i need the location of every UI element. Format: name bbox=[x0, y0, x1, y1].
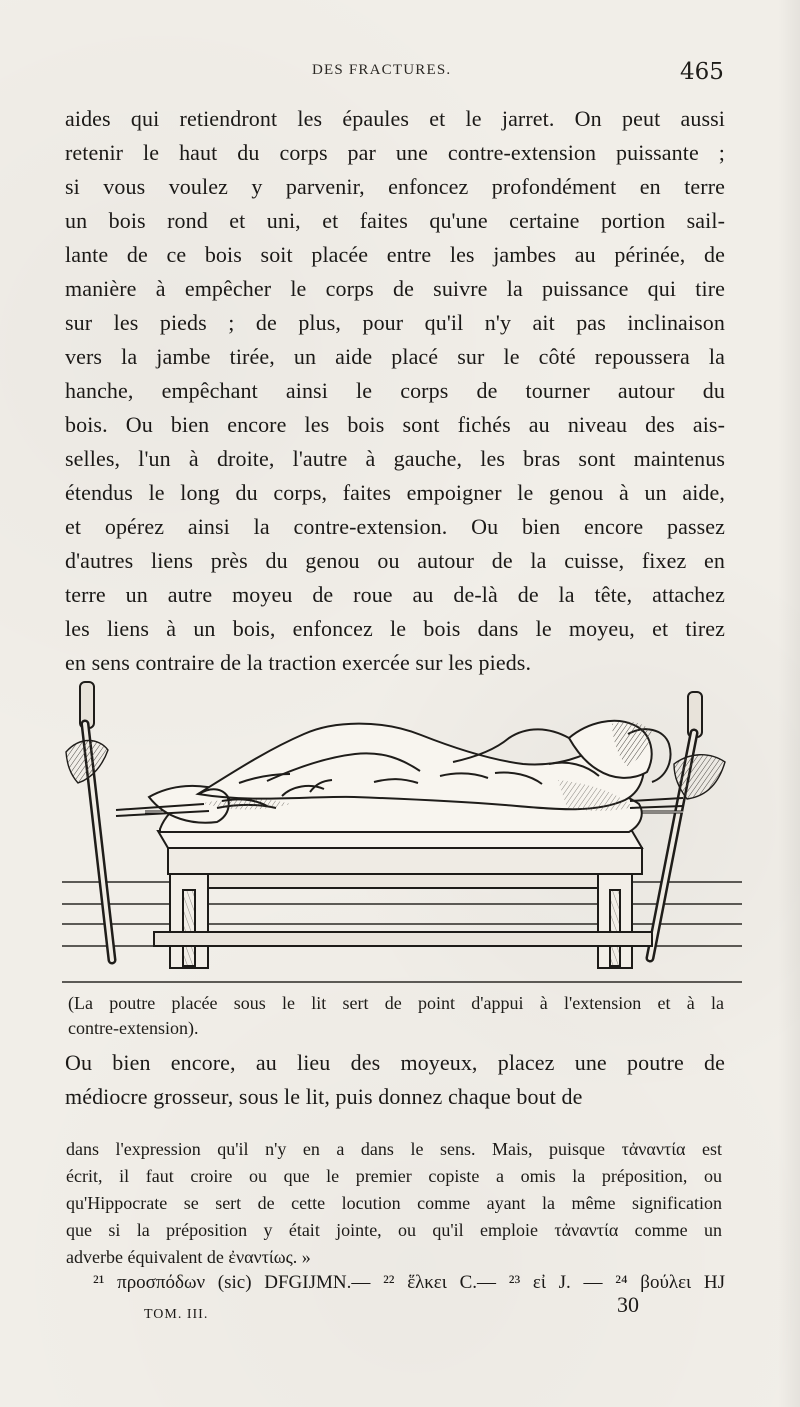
footnote-line: dans l'expression qu'il n'y en a dans le sens. Mais, puisque τἀναντία est bbox=[66, 1139, 722, 1159]
body-line: terre un autre moyeu de roue au de-là de la tête, attachez bbox=[65, 582, 725, 607]
left-pole bbox=[66, 682, 112, 960]
page-footer bbox=[0, 1290, 800, 1335]
body-line: sur les pieds ; de plus, pour qu'il n'y ait pas inclinaison bbox=[65, 310, 725, 335]
footnote-line: adverbe équivalent de ἐναντίως. » bbox=[66, 1247, 311, 1267]
patient-body bbox=[149, 721, 670, 832]
page-number: 465 bbox=[680, 59, 724, 85]
body-line: en sens contraire de la traction exercée sur les pieds. bbox=[65, 650, 532, 675]
body-line: un bois rond et uni, et faites qu'une certaine portion sail- bbox=[65, 208, 725, 233]
body-line: aides qui retiendront les épaules et le jarret. On peut aussi bbox=[65, 106, 725, 131]
caption-line: (La poutre placée sous le lit sert de point d'appui à l'extension et à la bbox=[68, 993, 724, 1013]
footnote-line: qu'Hippocrate se sert de cette locution comme ayant la même signification bbox=[66, 1193, 722, 1213]
footnote-block bbox=[66, 1136, 722, 1271]
variant-readings: ²¹ προσπόδων (sic) DFGIJMN.— ²² ἕλκει C.— ²³ εἰ J. — ²⁴ βούλει HJ bbox=[93, 1272, 725, 1293]
signature-number: 30 bbox=[617, 1292, 639, 1317]
bench bbox=[145, 812, 683, 968]
body-line: vers la jambe tirée, un aide placé sur le côté repoussera la bbox=[65, 344, 725, 369]
body-line: les liens à un bois, enfoncez le bois dans le moyeu, et tirez bbox=[65, 616, 725, 641]
page-header bbox=[0, 60, 800, 90]
footnote-line: que si la préposition y était jointe, ou qu'il emploie τἀναντία comme un bbox=[66, 1220, 722, 1240]
continued-line: médiocre grosseur, sous le lit, puis donnez chaque bout de bbox=[65, 1084, 583, 1109]
body-line: bois. Ou bien encore les bois sont fichés au niveau des ais- bbox=[65, 412, 725, 437]
continued-line: Ou bien encore, au lieu des moyeux, placez une poutre de bbox=[65, 1050, 725, 1075]
right-pole bbox=[650, 692, 725, 958]
body-line: manière à empêcher le corps de suivre la puissance qui tire bbox=[65, 276, 725, 301]
body-line: si vous voulez y parvenir, enfoncez profondément en terre bbox=[65, 174, 725, 199]
body-line: lante de ce bois soit placée entre les jambes au périnée, de bbox=[65, 242, 725, 267]
body-line: retenir le haut du corps par une contre-extension puissante ; bbox=[65, 140, 725, 165]
running-head: DES FRACTURES. bbox=[312, 62, 452, 78]
volume-mark: TOM. III. bbox=[144, 1307, 209, 1322]
footnote-line: écrit, il faut croire ou que le premier copiste a omis la préposition, ou bbox=[66, 1166, 722, 1186]
continued-text-block bbox=[65, 1046, 725, 1114]
body-line: selles, l'un à droite, l'autre à gauche, les bras sont maintenus bbox=[65, 446, 725, 471]
body-line: d'autres liens près du genou ou autour de la cuisse, fixez en bbox=[65, 548, 725, 573]
figure-caption bbox=[68, 991, 724, 1041]
caption-line: contre-extension). bbox=[68, 1018, 199, 1038]
main-text-block bbox=[65, 102, 725, 680]
body-line: hanche, empêchant ainsi le corps de tourner autour du bbox=[65, 378, 725, 403]
body-line: étendus le long du corps, faites empoigner le genou à un aide, bbox=[65, 480, 725, 505]
patient-on-traction-bench-engraving bbox=[62, 680, 742, 985]
body-line: et opérez ainsi la contre-extension. Ou bien encore passez bbox=[65, 514, 725, 539]
binding-shadow bbox=[778, 0, 800, 1407]
traction-illustration bbox=[62, 680, 742, 985]
